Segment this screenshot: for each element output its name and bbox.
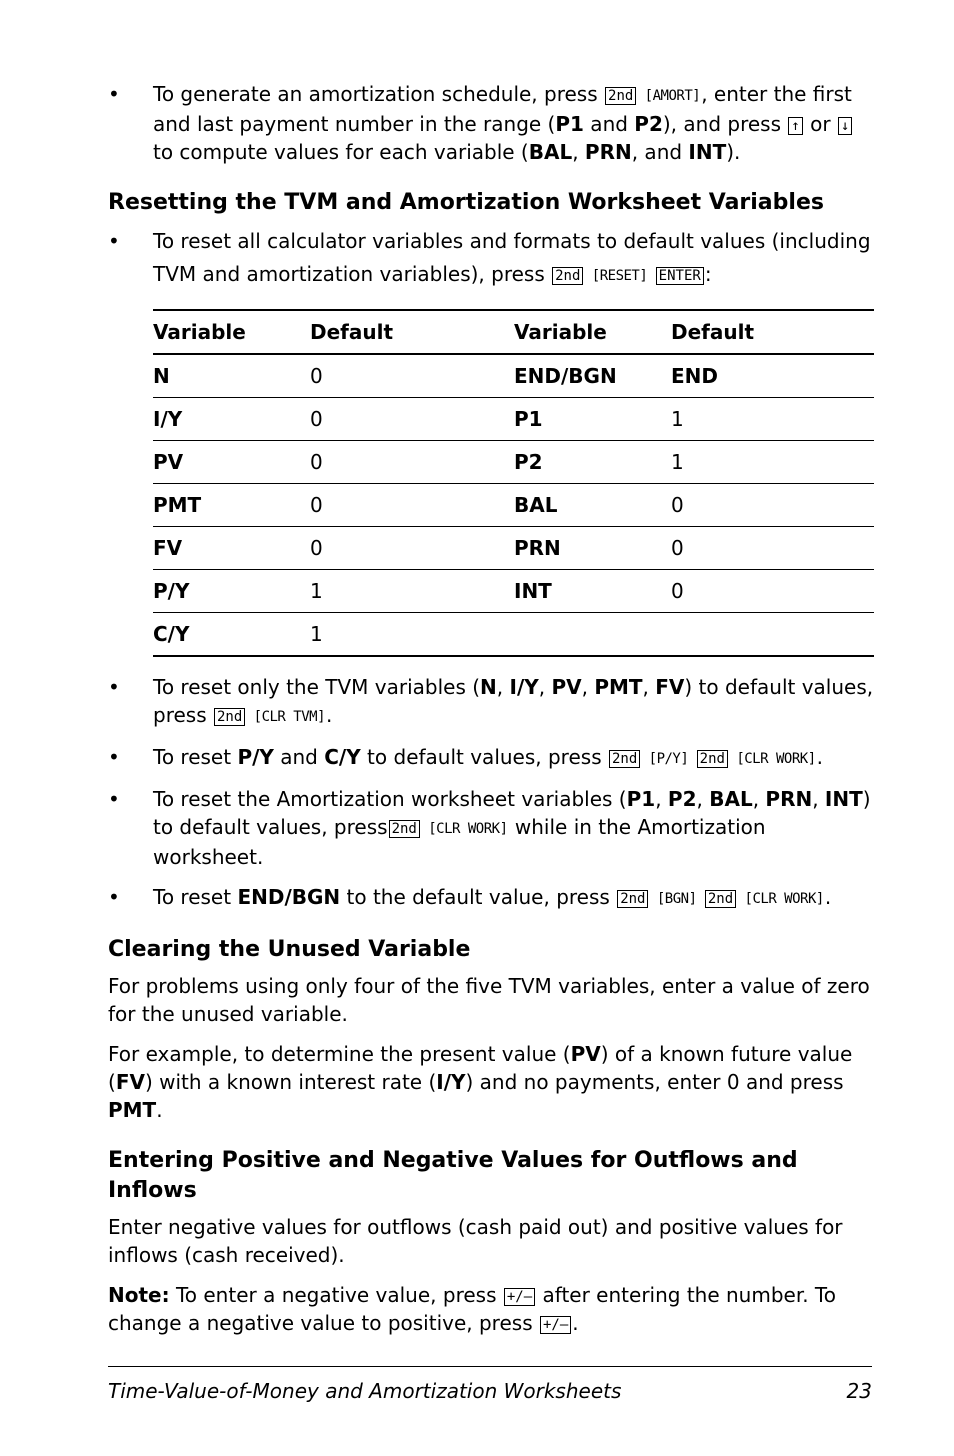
text: ) with a known interest rate (	[144, 1070, 437, 1094]
cell-variable: PRN	[514, 536, 561, 560]
text: .	[156, 1098, 163, 1122]
cell-variable: I/Y	[153, 407, 183, 431]
text: For example, to determine the present value (	[108, 1042, 571, 1066]
header-variable: Variable	[514, 320, 607, 344]
text: to the default value, press	[340, 885, 617, 909]
header-variable: Variable	[153, 320, 246, 344]
paragraph: Enter negative values for outflows (cash paid out) and positive values for inflows (cash received).	[108, 1215, 843, 1267]
text: to compute values for each variable (	[153, 140, 529, 164]
cell-default: 0	[310, 364, 323, 388]
text: while in the Amortization worksheet.	[153, 815, 766, 869]
var-prn: PRN	[584, 140, 632, 164]
key-down-arrow: ↓	[838, 117, 852, 135]
bullet-reset-amortization	[108, 785, 874, 871]
key-2nd: 2nd	[705, 890, 736, 908]
var-endbgn: END/BGN	[237, 885, 341, 909]
text: ,	[752, 787, 766, 811]
key-up-arrow: ↑	[788, 117, 802, 135]
text: .	[816, 745, 823, 769]
text: , enter the first and last payment number in the range (	[153, 82, 852, 136]
text: ), and press	[662, 112, 788, 136]
key-sign: +/–	[504, 1288, 535, 1306]
var-n: N	[480, 675, 497, 699]
table-row	[153, 398, 874, 441]
text: ) of a known future value (	[108, 1042, 853, 1094]
cell-variable: C/Y	[153, 622, 190, 646]
note-label: Note:	[108, 1283, 170, 1307]
text: ,	[655, 787, 668, 811]
cell-variable: P1	[514, 407, 543, 431]
var-bal: BAL	[709, 787, 753, 811]
table-row	[153, 441, 874, 484]
cell-variable: FV	[153, 536, 183, 560]
var-pmt: PMT	[108, 1098, 157, 1122]
text: To reset only the TVM variables (	[153, 675, 481, 699]
page-number: 23	[846, 1379, 872, 1403]
cell-variable: PMT	[153, 493, 202, 517]
paragraph-example	[108, 1040, 874, 1124]
var-int: INT	[688, 140, 727, 164]
cell-default: 1	[671, 450, 684, 474]
text: after entering the number. To change a negative value to positive, press	[108, 1283, 836, 1335]
heading-resetting: Resetting the TVM and Amortization Worksheet Variables	[108, 190, 824, 215]
text: ,	[696, 787, 710, 811]
key-2nd: 2nd	[697, 750, 728, 768]
cell-variable: END/BGN	[514, 364, 617, 388]
text: To reset all calculator variables and formats to default values (including TVM and amortization variables), press	[153, 229, 871, 286]
page-content	[108, 80, 874, 1349]
cell-default: 0	[671, 493, 684, 517]
key-reset: [ RESET ]	[591, 260, 649, 293]
key-2nd: 2nd	[552, 267, 583, 285]
var-p2: P2	[667, 787, 697, 811]
cell-variable: P2	[514, 450, 543, 474]
cell-default: 0	[310, 450, 323, 474]
note-paragraph	[108, 1281, 874, 1337]
text: ) and no payments, enter 0 and press	[465, 1070, 844, 1094]
paragraph: For problems using only four of the five TVM variables, enter a value of zero for the unused variable.	[108, 974, 870, 1026]
var-fv: FV	[115, 1070, 145, 1094]
text: and	[583, 112, 635, 136]
text: :	[704, 262, 712, 286]
heading-clearing-unused: Clearing the Unused Variable	[108, 937, 471, 962]
text: ,	[642, 675, 656, 699]
text: ,	[538, 675, 552, 699]
key-2nd: 2nd	[389, 820, 420, 838]
var-p2: P2	[634, 112, 663, 136]
cell-default: 0	[671, 536, 684, 560]
cell-default	[671, 613, 874, 657]
text: .	[824, 885, 832, 909]
key-bgn: [ BGN ]	[656, 885, 698, 913]
bullet-reset-py-cy	[108, 743, 874, 773]
key-2nd: 2nd	[214, 708, 245, 726]
var-cy: C/Y	[324, 745, 361, 769]
text: ) to default values, press	[153, 675, 874, 727]
cell-variable: BAL	[514, 493, 558, 517]
text: ,	[581, 675, 595, 699]
cell-default: 0	[310, 407, 323, 431]
var-py: P/Y	[237, 745, 274, 769]
key-enter: ENTER	[656, 267, 704, 285]
cell-variable: P/Y	[153, 579, 190, 603]
key-2nd: 2nd	[609, 750, 640, 768]
bullet-generate-schedule	[108, 80, 874, 166]
key-clr-work: [ CLR WORK ]	[427, 815, 508, 843]
text: or	[803, 112, 837, 136]
cell-default: 1	[310, 579, 323, 603]
text: ,	[812, 787, 825, 811]
text: .	[572, 1311, 579, 1335]
heading-positive-negative: Entering Positive and Negative Values for Outflows and Inflows	[108, 1148, 798, 1203]
bullet-reset-endbgn	[108, 883, 874, 913]
table-row	[153, 354, 874, 398]
text: and	[273, 745, 325, 769]
text: ,	[496, 675, 510, 699]
bullet-reset-all	[108, 225, 874, 293]
cell-default: 0	[310, 536, 323, 560]
var-iy: I/Y	[436, 1070, 466, 1094]
text: ) to default values, press	[153, 787, 871, 839]
cell-default: 0	[310, 493, 323, 517]
text: To reset	[153, 745, 238, 769]
cell-default: END	[671, 364, 719, 388]
header-default: Default	[310, 320, 394, 344]
table-row	[153, 527, 874, 570]
page-footer	[108, 1366, 872, 1405]
table-row	[153, 570, 874, 613]
key-clr-work: [ CLR WORK ]	[744, 885, 825, 913]
table-row	[153, 613, 874, 657]
key-py: [ P/Y ]	[648, 745, 690, 773]
cell-default: 1	[671, 407, 684, 431]
cell-variable: INT	[514, 579, 552, 603]
text: , and	[631, 140, 689, 164]
text: To generate an amortization schedule, press	[153, 82, 605, 106]
var-prn: PRN	[765, 787, 813, 811]
text: ,	[572, 140, 585, 164]
var-fv: FV	[655, 675, 685, 699]
cell-default: 0	[671, 579, 684, 603]
var-pmt: PMT	[594, 675, 643, 699]
key-2nd: 2nd	[605, 87, 636, 105]
key-amort: [ AMORT ]	[644, 82, 702, 110]
text: to default values, press	[360, 745, 608, 769]
text: To reset	[153, 885, 238, 909]
key-clr-tvm: [ CLR TVM ]	[253, 703, 326, 731]
bullet-reset-tvm	[108, 673, 874, 731]
var-p1: P1	[555, 112, 584, 136]
cell-variable: PV	[153, 450, 184, 474]
cell-variable: N	[153, 364, 170, 388]
var-pv: PV	[551, 675, 582, 699]
key-clr-work: [ CLR WORK ]	[735, 745, 816, 773]
key-2nd: 2nd	[617, 890, 648, 908]
table-row	[153, 484, 874, 527]
text: To reset the Amortization worksheet variables (	[153, 787, 627, 811]
text: To enter a negative value, press	[169, 1283, 503, 1307]
cell-default: 1	[310, 622, 323, 646]
var-p1: P1	[626, 787, 656, 811]
key-sign: +/–	[540, 1316, 571, 1334]
footer-title: Time-Value-of-Money and Amortization Worksheets	[108, 1379, 622, 1403]
var-pv: PV	[570, 1042, 601, 1066]
header-default: Default	[671, 320, 755, 344]
table-header-row	[153, 310, 874, 354]
text: .	[326, 703, 333, 727]
defaults-table	[153, 309, 874, 657]
var-iy: I/Y	[509, 675, 539, 699]
var-int: INT	[824, 787, 863, 811]
cell-variable	[514, 613, 671, 657]
text: ).	[726, 140, 741, 164]
var-bal: BAL	[528, 140, 573, 164]
